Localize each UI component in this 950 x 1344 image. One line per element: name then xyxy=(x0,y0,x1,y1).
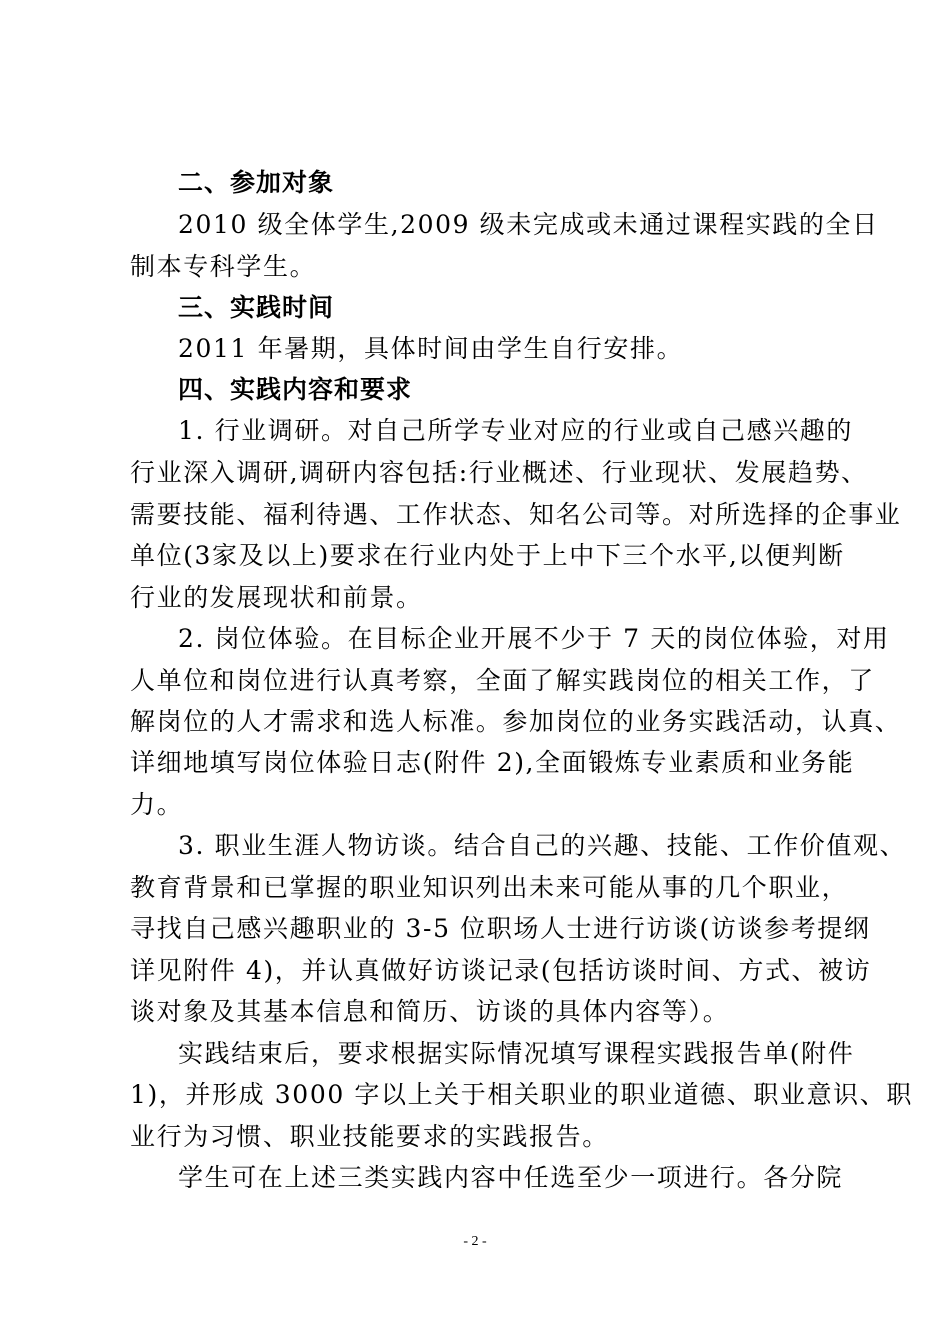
section-heading-participants: 二、参加对象 xyxy=(178,168,335,197)
item1-line: 单位(3家及以上)要求在行业内处于上中下三个水平,以便判断 xyxy=(130,541,845,570)
item1-line: 需要技能、福利待遇、工作状态、知名公司等。对所选择的企事业 xyxy=(130,500,902,529)
item2-line: 详细地填写岗位体验日志(附件 2),全面锻炼专业素质和业务能 xyxy=(130,748,855,777)
paragraph-line: 制本专科学生。 xyxy=(130,252,317,281)
item2-line: 2. 岗位体验。在目标企业开展不少于 7 天的岗位体验，对用 xyxy=(178,624,890,653)
section-heading-time: 三、实践时间 xyxy=(178,293,335,322)
after-practice-line: 1)，并形成 3000 字以上关于相关职业的职业道德、职业意识、职 xyxy=(130,1080,913,1109)
item1-line: 行业深入调研,调研内容包括:行业概述、行业现状、发展趋势、 xyxy=(130,458,868,487)
item3-line: 3. 职业生涯人物访谈。结合自己的兴趣、技能、工作价值观、 xyxy=(178,831,907,860)
paragraph-line: 2011 年暑期，具体时间由学生自行安排。 xyxy=(178,334,684,363)
after-practice-line: 实践结束后，要求根据实际情况填写课程实践报告单(附件 xyxy=(178,1039,855,1068)
item2-line: 力。 xyxy=(130,790,184,819)
item3-line: 详见附件 4)，并认真做好访谈记录(包括访谈时间、方式、被访 xyxy=(130,956,872,985)
item3-line: 谈对象及其基本信息和简历、访谈的具体内容等）。 xyxy=(130,997,730,1026)
item1-line: 行业的发展现状和前景。 xyxy=(130,583,423,612)
item2-line: 人单位和岗位进行认真考察，全面了解实践岗位的相关工作，了 xyxy=(130,666,875,695)
item3-line: 教育背景和已掌握的职业知识列出未来可能从事的几个职业， xyxy=(130,873,849,902)
section-heading-content: 四、实践内容和要求 xyxy=(178,375,413,404)
choice-line: 学生可在上述三类实践内容中任选至少一项进行。各分院 xyxy=(178,1163,844,1192)
after-practice-line: 业行为习惯、职业技能要求的实践报告。 xyxy=(130,1122,609,1151)
paragraph-line: 2010 级全体学生,2009 级未完成或未通过课程实践的全日 xyxy=(178,210,879,239)
page-number: - 2 - xyxy=(463,1234,487,1249)
item1-line: 1. 行业调研。对自己所学专业对应的行业或自己感兴趣的 xyxy=(178,416,854,445)
item3-line: 寻找自己感兴趣职业的 3-5 位职场人士进行访谈(访谈参考提纲 xyxy=(130,914,871,943)
item2-line: 解岗位的人才需求和选人标准。参加岗位的业务实践活动，认真、 xyxy=(130,707,902,736)
